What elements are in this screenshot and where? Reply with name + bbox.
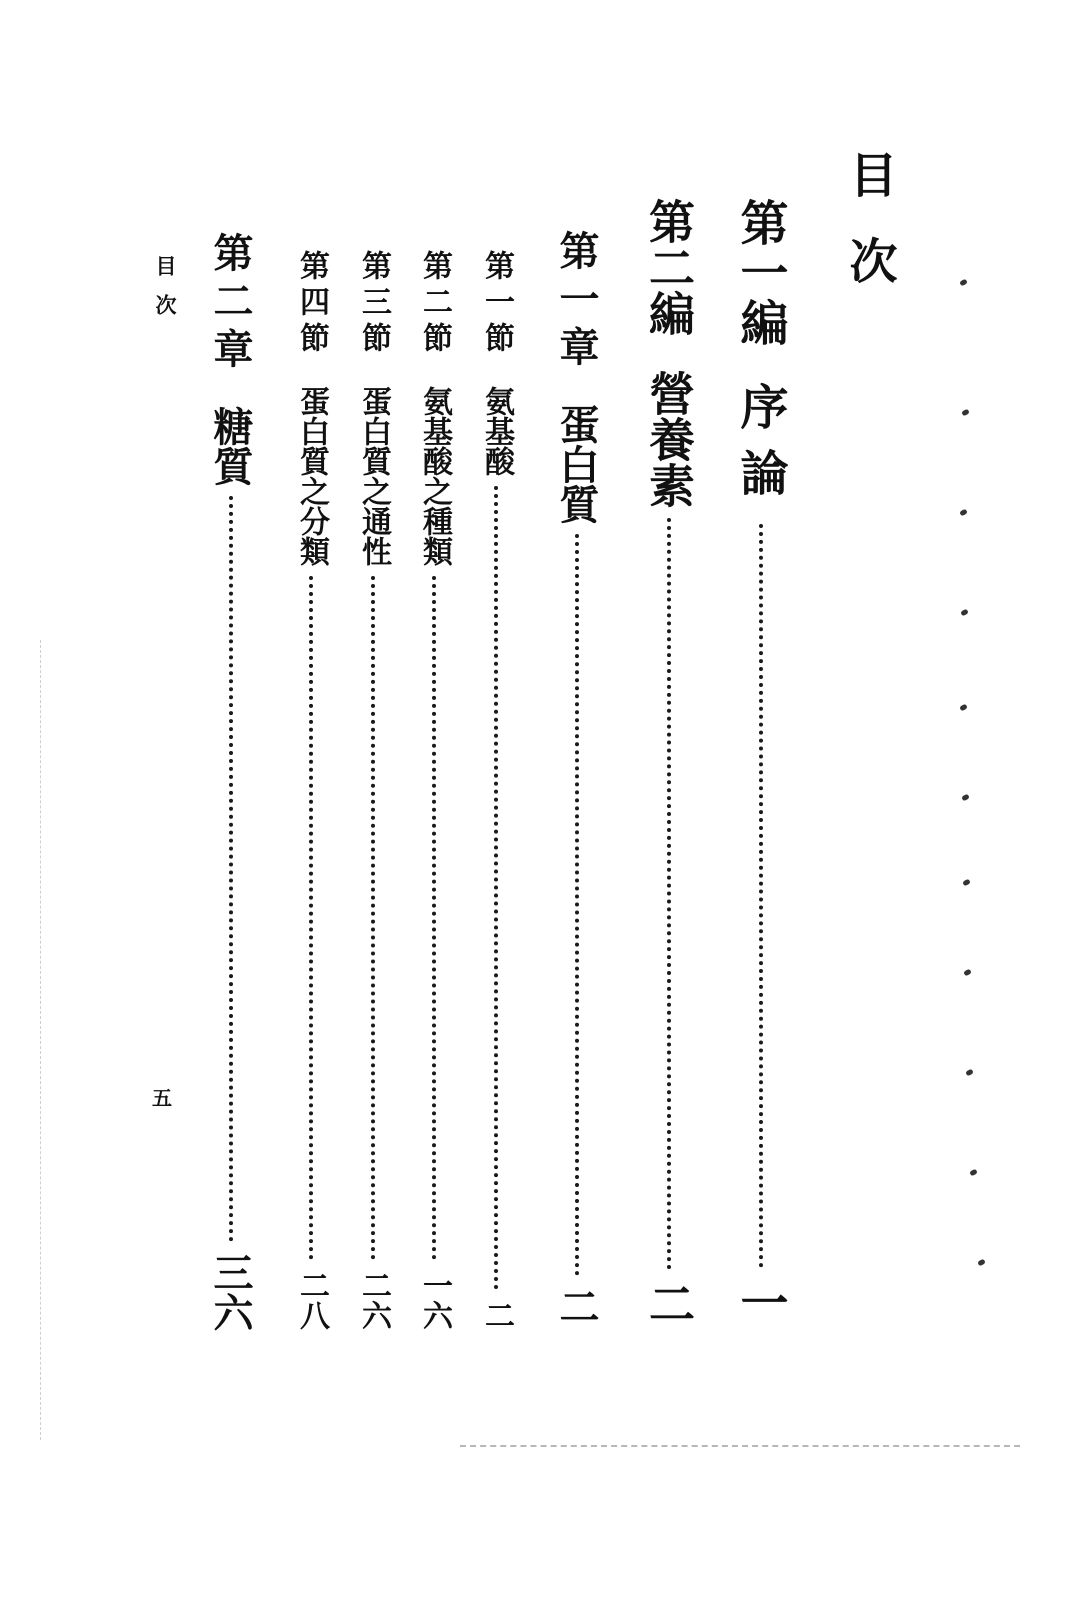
entry-title: 糖質 — [207, 406, 254, 486]
scan-edge-line — [460, 1445, 1020, 1447]
entry-label: 第二章 — [207, 232, 254, 376]
dot-leader — [494, 486, 498, 1290]
entry-title: 氨基酸之種類 — [417, 386, 452, 566]
entry-label: 第四節 — [294, 250, 329, 358]
toc-entry-section-4[interactable] — [289, 250, 333, 1330]
scan-artifacts — [930, 280, 1010, 1320]
entry-label: 第二節 — [417, 250, 452, 358]
entry-page: 一六 — [417, 1270, 452, 1330]
running-header: 目次 — [153, 255, 178, 333]
toc-entry-part-1[interactable] — [726, 198, 795, 1326]
dot-leader — [759, 524, 763, 1268]
toc-entry-section-3[interactable] — [351, 250, 395, 1330]
dot-leader — [371, 576, 375, 1260]
entry-label: 第二編 — [642, 198, 696, 336]
entry-page: 二八 — [294, 1270, 329, 1330]
entry-page: 三六 — [207, 1252, 254, 1332]
entry-label: 第一節 — [479, 250, 514, 358]
dot-leader — [432, 576, 436, 1260]
entry-page: 二 — [553, 1286, 600, 1326]
toc-entry-chapter-2[interactable] — [202, 232, 259, 1332]
scan-edge-line — [40, 640, 41, 1440]
entry-title: 蛋白質之通性 — [356, 386, 391, 566]
entry-title: 序論 — [732, 382, 788, 514]
dot-leader — [667, 518, 671, 1270]
toc-entry-section-2[interactable] — [412, 250, 456, 1330]
entry-title: 蛋白質之分類 — [294, 386, 329, 566]
entry-title: 氨基酸 — [479, 386, 514, 476]
toc-entry-chapter-1[interactable] — [548, 230, 605, 1326]
entry-page: 二 — [642, 1280, 696, 1326]
toc-entry-part-2[interactable] — [636, 198, 702, 1326]
entry-label: 第三節 — [356, 250, 391, 358]
page-folio: 五 — [152, 1086, 172, 1110]
dot-leader — [309, 576, 313, 1260]
entry-page: 一 — [732, 1278, 788, 1326]
entry-title: 蛋白質 — [553, 404, 600, 524]
entry-page: 二 — [479, 1300, 514, 1330]
entry-label: 第一章 — [553, 230, 600, 374]
entry-title: 營養素 — [642, 370, 696, 508]
entry-label: 第一編 — [732, 198, 788, 348]
entry-page: 二六 — [356, 1270, 391, 1330]
dot-leader — [229, 496, 233, 1242]
toc-heading: 目次 — [841, 150, 897, 322]
toc-entry-section-1[interactable] — [474, 250, 518, 1330]
dot-leader — [575, 534, 579, 1276]
